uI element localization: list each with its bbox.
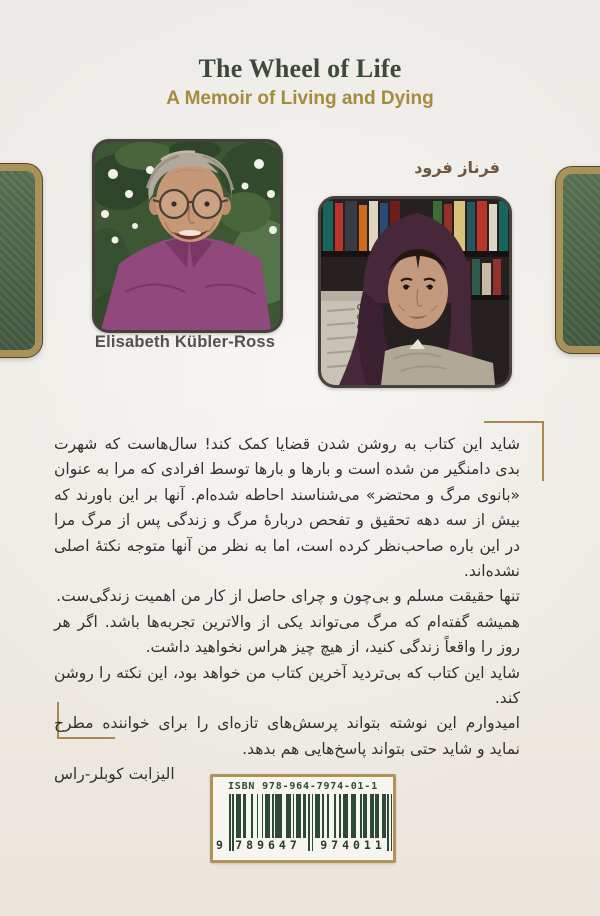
barcode-bar: [387, 794, 389, 851]
barcode-bar: [318, 794, 320, 838]
barcode-bar: [327, 794, 329, 838]
author-photo-caption: Elisabeth Kübler-Ross: [94, 333, 276, 351]
blurb-paragraph-1: شاید این کتاب به روشن شدن قضایا کمک کند! سال‌هاست که شهرت بدی دامنگیر من شده است و بارها و بارها توسط افرادی که مرا به عنوان «بانوی مرگ و محتضر» می‌شناسند احاطه شده‌ام. آنها بر این باورند که بیش از سه دهه تحقیق و تفحص دربارهٔ مرگ و زندگی پس از مرگ مرا در این باره صاحب‌نظر کرده است، اما به نظر من آنها متوجه نکتهٔ اصلی نشده‌اند.: [54, 435, 520, 581]
ean13-barcode-bars: [216, 794, 392, 852]
barcode-bar: [300, 794, 302, 838]
translator-face: [388, 249, 448, 329]
barcode-bar: [251, 794, 253, 838]
barcode-bar: [305, 794, 307, 838]
blurb-paragraph-5: امیدوارم این نوشته بتواند پرسش‌های تازه‌ای را برای خواننده مطرح نماید و شاید حتی بتواند پاسخ‌هایی هم بدهد.: [54, 714, 520, 758]
green-card-left-decoration: [0, 164, 42, 357]
barcode-bar: [232, 794, 234, 851]
isbn-barcode: [210, 774, 396, 863]
barcode-bar: [289, 794, 291, 838]
barcode-digit-first: 9: [216, 838, 223, 852]
book-title-english: The Wheel of Life: [198, 54, 402, 83]
barcode-bar: [339, 794, 341, 838]
barcode-bar: [293, 794, 295, 838]
barcode-bar: [308, 794, 310, 851]
barcode-bar: [229, 794, 231, 851]
barcode-bar: [239, 794, 241, 838]
barcode-bar: [355, 794, 357, 838]
barcode-bar: [346, 794, 348, 838]
barcode-bar: [322, 794, 324, 838]
barcode-bar: [334, 794, 336, 838]
barcode-bar: [391, 794, 393, 851]
translator-photo: [318, 196, 512, 388]
barcode-bar: [262, 794, 264, 838]
barcode-bar: [269, 794, 271, 838]
barcode-bar: [365, 794, 367, 838]
blurb-paragraph-2: تنها حقیقت مسلم و بی‌چون و چرای حاصل از کار من اهمیت زندگی‌ست.: [56, 587, 520, 606]
barcode-bar: [244, 794, 246, 838]
book-subtitle-english: A Memoir of Living and Dying: [166, 88, 434, 109]
barcode-digits-right: 974011: [320, 838, 386, 852]
author-signature: الیزابت کوبلر-راس: [54, 765, 175, 784]
isbn-number: ISBN 978-964-7974-01-1: [227, 781, 379, 792]
back-cover-blurb: [54, 432, 520, 788]
barcode-bar: [312, 794, 314, 851]
barcode-bar: [377, 794, 379, 838]
barcode-bar: [360, 794, 362, 838]
barcode-bar: [372, 794, 374, 838]
blurb-paragraph-3: همیشه گفته‌ام که مرگ می‌تواند یکی از والاترین تجربه‌ها باشد. اگر هر روز را واقعاً زندگی کنید، از هیچ چیز هراس نخواهید داشت.: [54, 612, 520, 657]
barcode-bar: [272, 794, 274, 838]
barcode-bar: [257, 794, 259, 838]
blurb-paragraph-4: شاید این کتاب که بی‌تردید آخرین کتاب من خواهد بود، این نکته را روشن کند.: [54, 663, 520, 708]
translator-name: فرناز فرود: [414, 158, 500, 177]
barcode-digits-left: 789647: [235, 838, 301, 852]
barcode-bar: [281, 794, 283, 838]
green-card-right-decoration: [556, 167, 600, 353]
author-photo: [92, 139, 283, 333]
barcode-bar: [384, 794, 386, 838]
